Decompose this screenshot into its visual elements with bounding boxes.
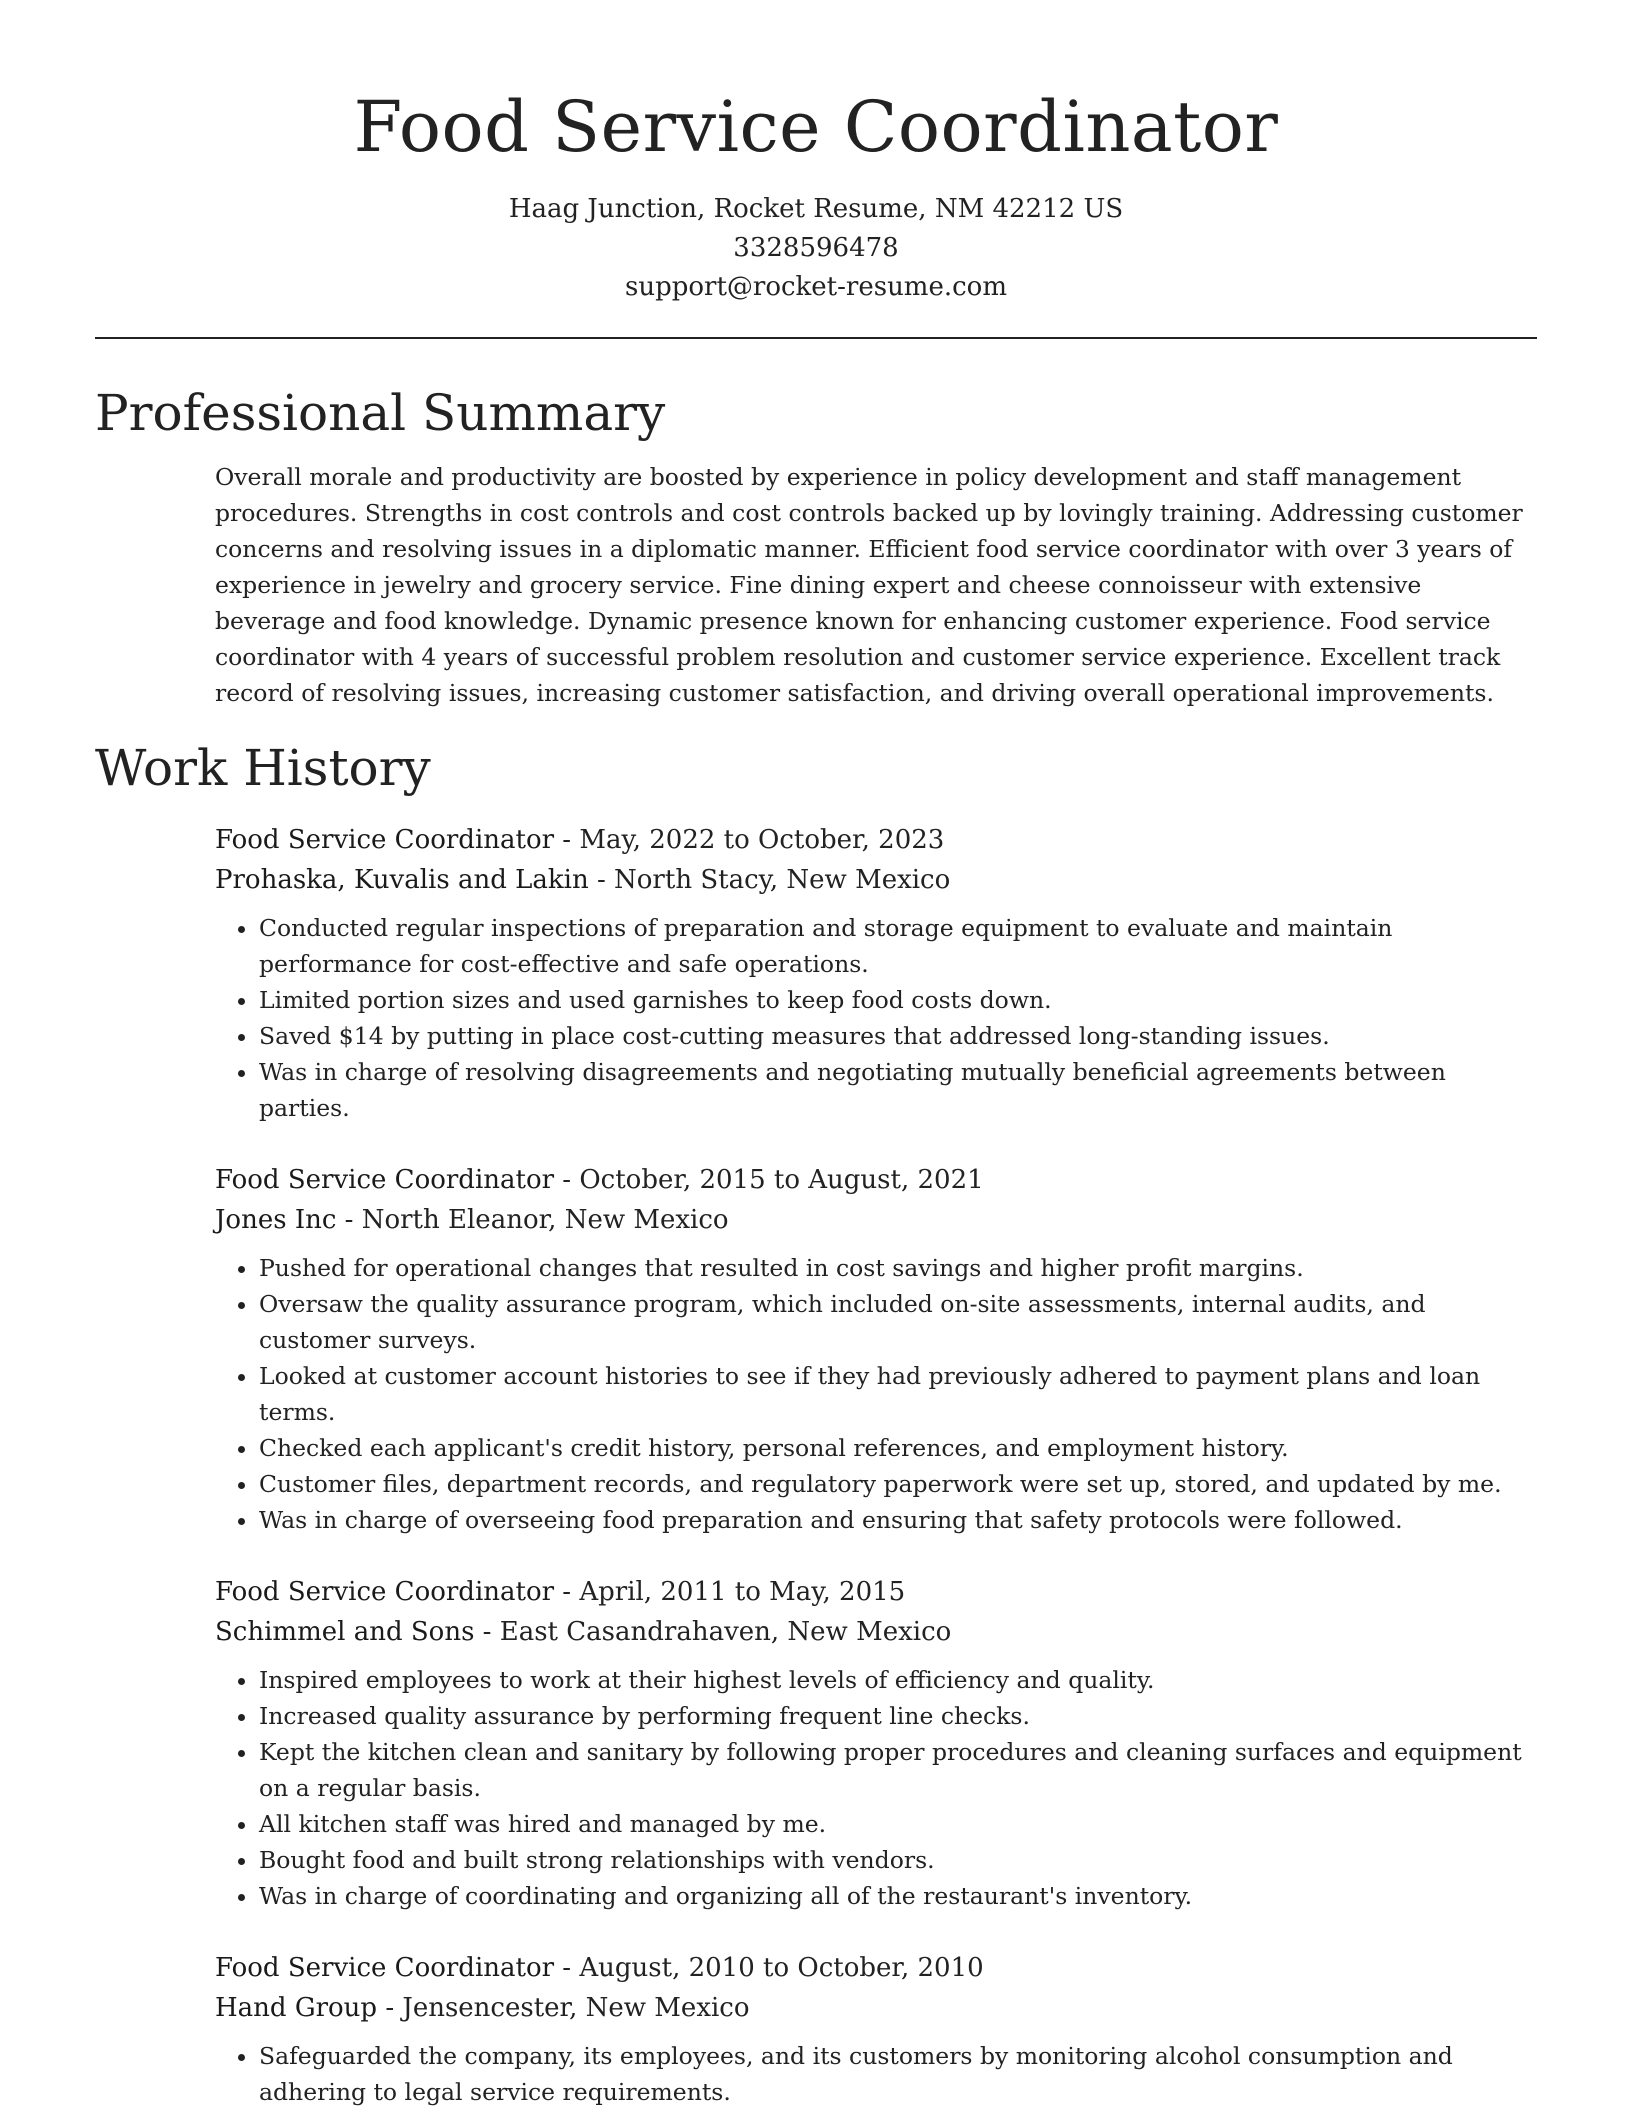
job-location: - East Casandrahaven, New Mexico: [474, 1617, 952, 1647]
job-bullet: • Was in charge of resolving disagreements and negotiating mutually beneficial agreements between parties.: [259, 1054, 1537, 1126]
job-title-line: [215, 820, 1537, 860]
job-location: - North Eleanor, New Mexico: [336, 1205, 729, 1235]
job-bullet: • Was in charge of overseeing food preparation and ensuring that safety protocols were followed.: [259, 1502, 1537, 1538]
job-role: Food Service Coordinator: [215, 825, 555, 855]
job-bullet-list: [215, 2038, 1537, 2110]
summary-section: [95, 459, 1537, 711]
resume-header: [95, 0, 1537, 307]
job-entry: [215, 1160, 1537, 1538]
job-bullet-list: [215, 1662, 1537, 1914]
job-bullet: • All kitchen staff was hired and managed by me.: [259, 1806, 1537, 1842]
contact-phone: 3328596478: [733, 233, 899, 263]
work-history-heading: Work History: [95, 739, 431, 797]
job-bullet: • Oversaw the quality assurance program, which included on-site assessments, internal audits, and customer surveys.: [259, 1286, 1537, 1358]
job-bullet-list: [215, 1250, 1537, 1538]
job-bullet: • Checked each applicant's credit history, personal references, and employment history.: [259, 1430, 1537, 1466]
work-history-section: [95, 820, 1537, 2110]
job-dates: - May, 2022 to October, 2023: [554, 825, 945, 855]
header-divider: [95, 337, 1537, 339]
job-role: Food Service Coordinator: [215, 1953, 555, 1983]
job-title-line: [215, 1572, 1537, 1612]
job-bullet: • Was in charge of coordinating and organizing all of the restaurant's inventory.: [259, 1878, 1537, 1914]
job-bullet: • Conducted regular inspections of preparation and storage equipment to evaluate and maintain performance for cost-effective and safe operations.: [259, 910, 1537, 982]
job-company-line: [215, 1612, 1537, 1652]
job-company: Schimmel and Sons: [215, 1617, 475, 1647]
job-dates: - April, 2011 to May, 2015: [554, 1577, 906, 1607]
job-company: Hand Group: [215, 1993, 378, 2023]
job-dates: - October, 2015 to August, 2021: [554, 1165, 984, 1195]
job-bullet: • Inspired employees to work at their highest levels of efficiency and quality.: [259, 1662, 1537, 1698]
job-company-line: [215, 1988, 1537, 2028]
job-bullet: • Bought food and built strong relationships with vendors.: [259, 1842, 1537, 1878]
job-bullet: • Saved $14 by putting in place cost-cutting measures that addressed long-standing issues.: [259, 1018, 1537, 1054]
job-location: - North Stacy, New Mexico: [588, 865, 951, 895]
job-dates: - August, 2010 to October, 2010: [554, 1953, 984, 1983]
job-bullet: • Safeguarded the company, its employees, and its customers by monitoring alcohol consumption and adhering to legal service requirements.: [259, 2038, 1537, 2110]
job-entry: [215, 1948, 1537, 2110]
job-bullet: • Increased quality assurance by performing frequent line checks.: [259, 1698, 1537, 1734]
job-title-line: [215, 1160, 1537, 1200]
contact-block: [95, 190, 1537, 307]
job-company-line: [215, 1200, 1537, 1240]
job-bullet-list: [215, 910, 1537, 1126]
job-company-line: [215, 860, 1537, 900]
job-bullet: • Looked at customer account histories to see if they had previously adhered to payment plans and loan terms.: [259, 1358, 1537, 1430]
job-bullet: • Limited portion sizes and used garnishes to keep food costs down.: [259, 982, 1537, 1018]
job-role: Food Service Coordinator: [215, 1577, 555, 1607]
job-title-line: [215, 1948, 1537, 1988]
job-location: - Jensencester, New Mexico: [377, 1993, 750, 2023]
summary-heading: Professional Summary: [95, 384, 666, 442]
contact-address: Haag Junction, Rocket Resume, NM 42212 US: [508, 194, 1124, 224]
resume-name: Food Service Coordinator: [353, 86, 1279, 168]
contact-email: support@rocket-resume.com: [624, 272, 1007, 302]
job-entry: [215, 1572, 1537, 1914]
job-role: Food Service Coordinator: [215, 1165, 555, 1195]
job-company: Jones Inc: [215, 1205, 337, 1235]
job-company: Prohaska, Kuvalis and Lakin: [215, 865, 589, 895]
job-entry: [215, 820, 1537, 1126]
job-bullet: • Kept the kitchen clean and sanitary by following proper procedures and cleaning surfaces and equipment on a regular basis.: [259, 1734, 1537, 1806]
summary-text: Overall morale and productivity are boosted by experience in policy development and staff management procedures. Strengths in cost controls and cost controls backed up by lovingly training. Addressing customer concerns and resolving issues in a diplomatic manner. Efficient food service coordinator with over 3 years of experience in jewelry and grocery service. Fine dining expert and cheese connoisseur with extensive beverage and food knowledge. Dynamic presence known for enhancing customer experience. Food service coordinator with 4 years of successful problem resolution and customer service experience. Excellent track record of resolving issues, increasing customer satisfaction, and driving overall operational improvements.: [215, 463, 1523, 707]
job-bullet: • Customer files, department records, and regulatory paperwork were set up, stored, and updated by me.: [259, 1466, 1537, 1502]
job-bullet: • Pushed for operational changes that resulted in cost savings and higher profit margins.: [259, 1250, 1537, 1286]
